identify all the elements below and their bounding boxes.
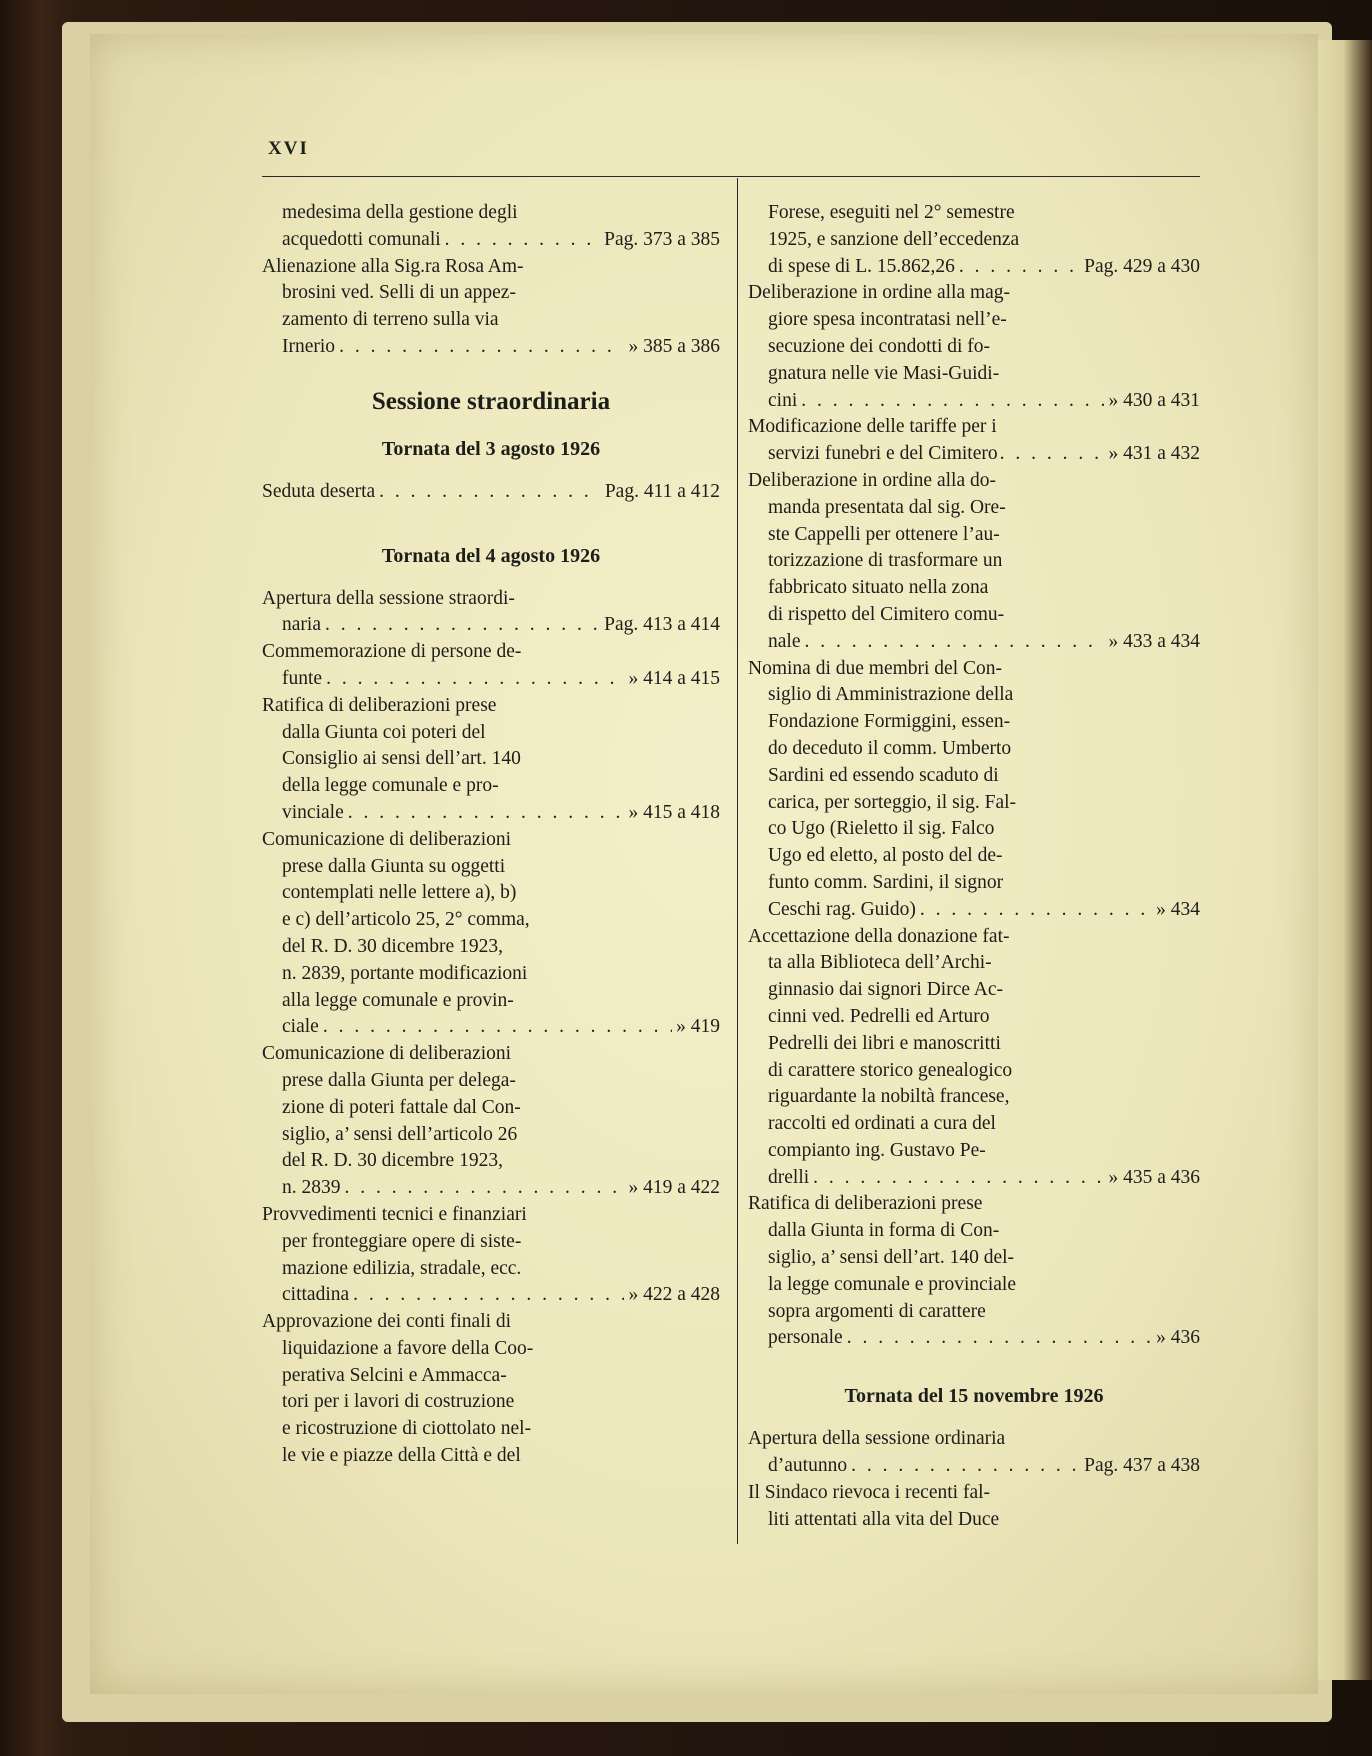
dot-leader [445,227,600,254]
entry-text: d’autunno [768,1455,848,1477]
entry-text: riguardante la nobiltà francese, [768,1086,1010,1108]
entry-text: liti attentati alla vita del Duce [768,1508,1000,1530]
entry-text: personale [768,1327,843,1349]
dot-leader [801,388,1104,415]
entry-text: funto comm. Sardini, il signor [768,871,1004,893]
dot-leader [851,1453,1080,1480]
entry-text: compianto ing. Gustavo Pe- [768,1139,986,1161]
sitting-heading: Tornata del 4 agosto 1926 [381,544,601,567]
entry-text: vinciale [282,801,344,823]
entry-text: giore spesa incontratasi nell’e- [768,309,1007,331]
entry-text: di spese di L. 15.862,26 [768,255,955,277]
index-entry [262,200,720,254]
entry-text: fabbricato situato nella zona [768,577,989,599]
index-entry [262,1041,720,1202]
entry-text: la legge comunale e provinciale [768,1273,1016,1295]
index-entry [262,693,720,827]
entry-text: raccolti ed ordinati a cura del [768,1113,996,1135]
index-entry [262,586,720,640]
dot-leader [813,1165,1104,1192]
column-rule [737,178,738,1544]
entry-text: prese dalla Giunta su oggetti [282,855,506,877]
entry-text: ta alla Biblioteca dell’Archi- [768,952,992,974]
entry-text: servizi funebri e del Cimitero [768,443,998,465]
entry-text: acquedotti comunali [282,228,441,250]
entry-text: zamento di terreno sulla via [282,309,499,331]
entry-text: Apertura della sessione ordinaria [748,1428,1006,1450]
entry-text: drelli [768,1166,810,1188]
right-column [748,200,1200,1533]
entry-text: Nomina di due membri del Con- [748,657,1002,679]
dot-leader [804,629,1104,656]
page-reference: Pag. 373 a 385 [604,228,720,250]
dot-leader [920,897,1152,924]
dot-leader [339,334,624,361]
page-reference: » 415 a 418 [628,801,720,823]
entry-text: Pedrelli dei libri e manoscritti [768,1032,1001,1054]
dot-leader [345,1175,625,1202]
entry-text: Alienazione alla Sig.ra Rosa Am- [262,255,524,277]
page-reference: Pag. 429 a 430 [1084,255,1200,277]
entry-text: prese dalla Giunta per delega- [282,1069,516,1091]
page-reference: » 435 a 436 [1108,1166,1200,1188]
index-entry [262,639,720,693]
index-entry [748,656,1200,924]
dot-leader [959,254,1080,281]
entry-text: Approvazione dei conti finali di [262,1311,512,1333]
entry-text: della legge comunale e pro- [282,775,499,797]
index-entry [748,1480,1200,1534]
entry-text: Ceschi rag. Guido) [768,898,916,920]
dot-leader [348,800,625,827]
entry-text: del R. D. 30 dicembre 1923, [282,1150,503,1172]
dot-leader [353,1282,624,1309]
entry-text: 1925, e sanzione dell’eccedenza [768,228,1020,250]
dot-leader [847,1325,1152,1352]
entry-text: cittadina [282,1284,350,1306]
entry-text: Comunicazione di deliberazioni [262,828,512,850]
entry-text: sopra argomenti di carattere [768,1300,986,1322]
page-reference: » 419 [676,1016,720,1038]
entry-text: liquidazione a favore della Coo- [282,1337,534,1359]
entry-text: alla legge comunale e provin- [282,989,514,1011]
entry-text: siglio, a’ sensi dell’articolo 26 [282,1123,518,1145]
entry-text: do deceduto il comm. Umberto [768,737,1012,759]
entry-text: Seduta deserta [262,480,376,502]
dot-leader [379,479,601,506]
sitting-heading: Tornata del 15 novembre 1926 [844,1385,1104,1408]
entry-text: dalla Giunta coi poteri del [282,721,486,743]
entry-text: gnatura nelle vie Masi-Guidi- [768,362,1000,384]
entry-text: Forese, eseguiti nel 2° semestre [768,202,1015,223]
page-folio: XVI [268,138,309,159]
entry-text: del R. D. 30 dicembre 1923, [282,935,503,957]
entry-text: contemplati nelle lettere a), b) [282,882,517,904]
index-entry [262,827,720,1041]
entry-text: tori per i lavori di costruzione [282,1391,515,1413]
entry-text: n. 2839 [282,1177,341,1199]
page-reference: Pag. 437 a 438 [1084,1455,1200,1477]
entry-text: Ratifica di deliberazioni prese [262,694,497,716]
entry-text: Apertura della sessione straordi- [262,587,515,609]
entry-text: Irnerio [282,335,336,357]
entry-text: brosini ved. Selli di un appez- [282,282,516,304]
entry-text: naria [282,614,321,636]
header-rule [262,176,1200,177]
dot-leader [326,666,624,693]
page-reference: Pag. 413 a 414 [604,614,720,636]
entry-text: ciale [282,1016,319,1038]
entry-text: zione di poteri fattale dal Con- [282,1096,521,1118]
index-entry [748,200,1200,280]
index-entry [262,479,720,506]
index-entry [748,280,1200,414]
entry-text: siglio di Amministrazione della [768,684,1014,706]
page-reference: » 434 [1156,898,1200,920]
entry-text: Modificazione delle tariffe per i [748,416,997,438]
page-reference: » 414 a 415 [628,667,720,689]
index-entry [748,468,1200,656]
index-entry [262,1202,720,1309]
index-entry [748,924,1200,1192]
index-entry [262,1309,720,1470]
entry-text: perativa Selcini e Ammacca- [282,1364,507,1386]
index-entry [748,414,1200,468]
entry-text: medesima della gestione degli [282,202,518,223]
entry-text: le vie e piazze della Città e del [282,1445,521,1467]
page-reference: » 385 a 386 [628,335,720,357]
entry-text: cini [768,389,798,411]
page-reference: » 419 a 422 [628,1177,720,1199]
dot-leader [323,1014,672,1041]
page-reference: Pag. 411 a 412 [604,480,720,502]
entry-text: Accettazione della donazione fat- [748,925,1010,947]
entry-text: siglio, a’ sensi dell’art. 140 del- [768,1247,1015,1269]
dot-leader [325,612,600,639]
index-entry [748,1426,1200,1480]
entry-text: mazione edilizia, stradale, ecc. [282,1257,522,1279]
index-entry [262,254,720,361]
entry-text: torizzazione di trasformare un [768,550,1003,572]
sitting-heading: Tornata del 3 agosto 1926 [381,437,601,460]
section-heading: Sessione straordinaria [371,387,611,415]
entry-text: Deliberazione in ordine alla do- [748,469,996,491]
entry-text: Ugo ed eletto, al posto del de- [768,845,1003,867]
dot-leader [1000,441,1107,468]
entry-text: Provvedimenti tecnici e finanziari [262,1203,527,1225]
entry-text: nale [768,630,801,652]
entry-text: Sardini ed essendo scaduto di [768,764,999,786]
entry-text: funte [282,667,323,689]
entry-text: dalla Giunta in forma di Con- [768,1220,1000,1242]
entry-text: Fondazione Formiggini, essen- [768,711,1011,733]
entry-text: Ratifica di deliberazioni prese [748,1193,983,1215]
entry-text: secuzione dei condotti di fo- [768,335,991,357]
entry-text: cinni ved. Pedrelli ed Arturo [768,1005,990,1027]
entry-text: Deliberazione in ordine alla mag- [748,282,1011,304]
page-reference: » 431 a 432 [1108,443,1200,465]
entry-text: n. 2839, portante modificazioni [282,962,528,984]
left-column [262,200,720,1470]
entry-text: e ricostruzione di ciottolato nel- [282,1418,532,1440]
entry-text: e c) dell’articolo 25, 2° comma, [282,909,530,931]
index-entry [748,1191,1200,1352]
entry-text: carica, per sorteggio, il sig. Fal- [768,791,1017,813]
page-reference: » 422 a 428 [628,1284,720,1306]
entry-text: co Ugo (Rieletto il sig. Falco [768,818,995,840]
entry-text: Consiglio ai sensi dell’art. 140 [282,748,521,770]
page-reference: » 436 [1156,1327,1200,1349]
page-reference: » 430 a 431 [1108,389,1200,411]
entry-text: Comunicazione di deliberazioni [262,1043,512,1065]
entry-text: Il Sindaco rievoca i recenti fal- [748,1481,991,1503]
entry-text: per fronteggiare opere di siste- [282,1230,522,1252]
entry-text: di rispetto del Cimitero comu- [768,603,1005,625]
entry-text: Commemorazione di persone de- [262,641,522,663]
entry-text: manda presentata dal sig. Ore- [768,496,1006,518]
entry-text: ginnasio dai signori Dirce Ac- [768,979,1004,1001]
entry-text: di carattere storico genealogico [768,1059,1013,1081]
page-reference: » 433 a 434 [1108,630,1200,652]
entry-text: ste Cappelli per ottenere l’au- [768,523,1000,545]
